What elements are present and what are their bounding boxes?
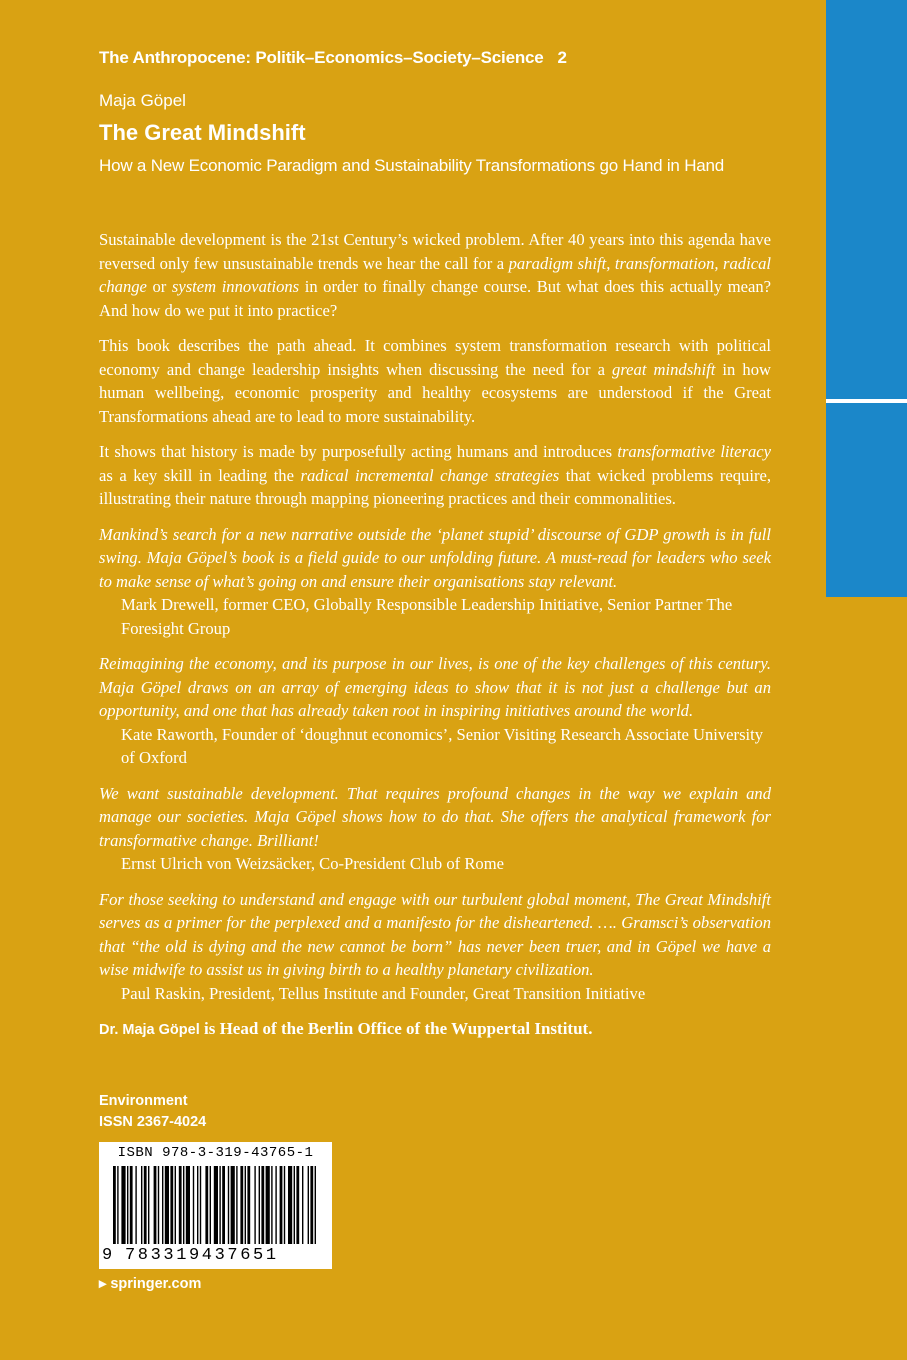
barcode-bar	[275, 1166, 276, 1244]
description-paragraph: It shows that history is made by purposefully acting humans and introduces transformative literacy as a key skill in leading the radical incremental change strategies that wicked problems require, illustrating their nature through mapping pioneering practices and their commonalities.	[99, 442, 772, 508]
barcode-bar	[210, 1166, 211, 1244]
isbn-barcode: ISBN 978-3-319-43765-1 9 783319437651	[99, 1142, 332, 1269]
endorsement-attribution: Paul Raskin, President, Tellus Institute and Founder, Great Transition Initiative	[121, 983, 646, 1003]
barcode-bar	[288, 1166, 292, 1244]
barcode-bar	[141, 1166, 142, 1244]
barcode-bar	[179, 1166, 182, 1244]
barcode-bar	[222, 1166, 225, 1244]
barcode-bar	[130, 1166, 133, 1244]
barcode-bar	[170, 1166, 173, 1244]
barcode-bar	[158, 1166, 159, 1244]
barcode-bar	[315, 1166, 316, 1244]
barcode-bar	[113, 1166, 116, 1244]
endorsement-attribution: Kate Raworth, Founder of ‘doughnut economics’, Senior Visiting Research Associate University of Oxford	[121, 724, 764, 767]
barcode-bar	[117, 1166, 118, 1244]
barcode-bar	[284, 1166, 285, 1244]
endorsement-attribution: Mark Drewell, former CEO, Globally Responsible Leadership Initiative, Senior Partner The Foresight Group	[121, 595, 733, 638]
barcode-bar	[240, 1166, 243, 1244]
barcode-bar	[245, 1166, 246, 1244]
author-bio: Dr. Maja Göpel is Head of the Berlin Office of the Wuppertal Institut.	[99, 1019, 593, 1038]
barcode-bar	[308, 1166, 309, 1244]
series-name: The Anthropocene: Politik–Economics–Society–Science	[99, 48, 544, 67]
barcode-bar	[175, 1166, 176, 1244]
barcode-bar	[219, 1166, 220, 1244]
issn-number: ISSN 2367-4024	[99, 1114, 207, 1130]
barcode-bar	[310, 1166, 313, 1244]
barcode-bar	[254, 1166, 255, 1244]
barcode-bar	[271, 1166, 272, 1244]
description-paragraph: Sustainable development is the 21st Century’s wicked problem. After 40 years into this agenda have reversed only few unsustainable trends we hear the call for a paradigm shift, transformation, radical change or system innovations in order to finally change course. But what does this actually mean? And how do we put it into practice?	[99, 230, 771, 320]
description-paragraph: This book describes the path ahead. It combines system transformation research with political economy and change leadership insights when discussing the need for a great mindshift in how human wellbeing, economic prosperity and healthy ecosystems are understood if the Great Transformations ahead are to lead to more sustainability.	[99, 336, 771, 426]
endorsement-quote: Mankind’s search for a new narrative outside the ‘planet stupid’ discourse of GDP growth is in full swing. Maja Göpel’s book is a field guide to our unfolding future. A must-read for leaders who seek to make sense of what’s going on and ensure their organisations stay relevant.	[99, 524, 771, 591]
barcode-bar	[302, 1166, 303, 1244]
endorsement-quote: For those seeking to understand and engage with our turbulent global moment, The Great Mindshift serves as a primer for the perplexed and a manifesto for the disheartened. …. Gramsci’s observation that “the old is dying and the new cannot be born” has never been truer, and in Göpel we have a wise midwife to assist us in giving birth to a healthy planetary civilization.	[99, 889, 771, 979]
barcode-bar	[162, 1166, 163, 1244]
barcode-bar	[197, 1166, 198, 1244]
barcode-bar	[193, 1166, 194, 1244]
barcode-bar	[165, 1166, 169, 1244]
barcode-bar	[228, 1166, 229, 1244]
barcode-bar	[135, 1166, 136, 1244]
isbn-label: ISBN 978-3-319-43765-1	[117, 1145, 314, 1161]
barcode-bar	[148, 1166, 149, 1244]
barcode-bar	[144, 1166, 147, 1244]
series-volume: 2	[557, 48, 567, 67]
barcode-bar	[121, 1166, 125, 1244]
subject-category: Environment	[99, 1093, 188, 1109]
endorsement-quote: Reimagining the economy, and its purpose in our lives, is one of the key challenges of this century. Maja Göpel draws on an array of emerging ideas to show that it is not just a challenge but an opportunity, and one that has already taken root in inspiring initiatives around the world.	[99, 654, 771, 720]
barcode-bar	[247, 1166, 250, 1244]
barcode-bar	[205, 1166, 208, 1244]
blurb-text	[99, 228, 771, 1043]
barcode-bar	[231, 1166, 235, 1244]
barcode-bar	[294, 1166, 295, 1244]
barcode-bar	[259, 1166, 260, 1244]
publisher-url-text: springer.com	[110, 1276, 202, 1292]
barcode-bar	[296, 1166, 299, 1244]
barcode-bar	[154, 1166, 157, 1244]
spine-color-tab	[826, 0, 907, 597]
barcode-bar	[127, 1166, 128, 1244]
endorsement-attribution: Ernst Ulrich von Weizsäcker, Co-President Club of Rome	[121, 854, 504, 873]
endorsement-quote: We want sustainable development. That requires profound changes in the way we explain and manage our societies. Maja Göpel shows how to do that. She offers the analytical framework for transformative change. Brilliant!	[99, 783, 771, 850]
book-title: The Great Mindshift	[99, 120, 306, 145]
barcode-bar	[214, 1166, 218, 1244]
book-subtitle: How a New Economic Paradigm and Sustainability Transformations go Hand in Hand	[99, 156, 725, 175]
barcode-bar	[280, 1166, 283, 1244]
tab-divider-line	[826, 399, 907, 403]
series-title	[99, 48, 567, 68]
barcode-bar	[261, 1166, 264, 1244]
author-name: Maja Göpel	[99, 91, 186, 110]
barcode-bar	[186, 1166, 190, 1244]
publisher-url[interactable]	[99, 1276, 201, 1292]
subject-and-issn	[99, 1091, 206, 1133]
barcode-bar	[183, 1166, 184, 1244]
triangle-arrow-icon: ▸	[99, 1276, 107, 1292]
barcode-bars	[105, 1166, 326, 1250]
barcode-bar	[200, 1166, 201, 1244]
barcode-bar	[236, 1166, 237, 1244]
barcode-bar	[266, 1166, 270, 1244]
